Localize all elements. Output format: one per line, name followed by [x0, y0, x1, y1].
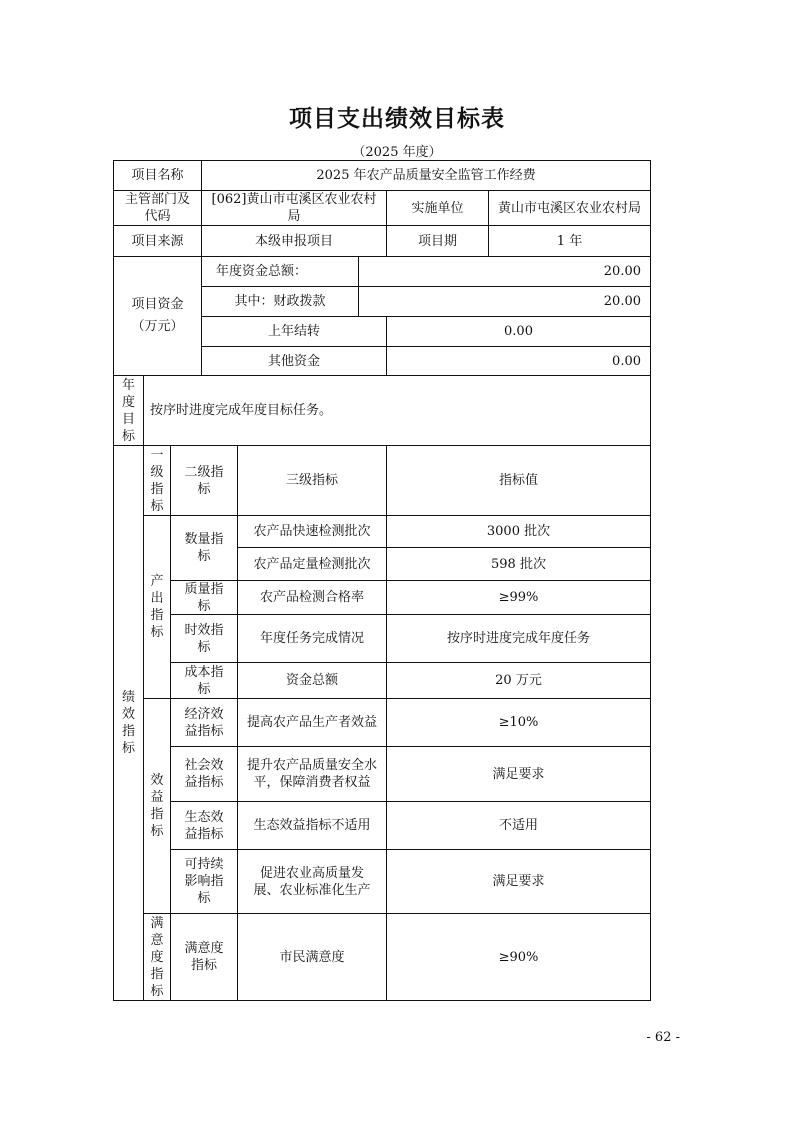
funds-other-value: 0.00	[612, 353, 641, 369]
col-value-header: 指标值	[498, 473, 538, 488]
table-border-right	[650, 160, 651, 1001]
annual-goal-label: 年度目标	[121, 377, 135, 444]
year-label: （2025 年度）	[352, 145, 442, 160]
page-number: - 62 -	[646, 1030, 680, 1045]
project-name-label: 项目名称	[131, 168, 184, 183]
value-cell: 不适用	[498, 818, 538, 833]
level2-cell: 满意度指标	[184, 941, 224, 973]
level3-cell: 年度任务完成情况	[259, 631, 364, 646]
funds-fiscal-label: 其中：财政拨款	[234, 294, 326, 309]
level3-cell: 农产品快速检测批次	[253, 524, 371, 539]
period-label: 项目期	[417, 233, 457, 249]
level2-cell: 质量指标	[184, 581, 224, 614]
annual-goal-text: 按序时进度完成年度目标任务。	[150, 403, 333, 418]
level3-cell: 提高农产品生产者效益	[246, 715, 377, 730]
value-cell: ≥90%	[498, 949, 539, 965]
value-cell: 20 万元	[495, 673, 542, 688]
period-value: 1 年	[556, 233, 583, 249]
dept-label: 主管部门及代码	[124, 192, 190, 224]
col-level1-header: 一级指标	[150, 447, 164, 514]
level2-cell: 数量指标	[184, 532, 224, 564]
level3-cell: 促进农业高质量发展、农业标准化生产	[253, 865, 371, 898]
dept-value: [062]黄山市屯溪区农业农村局	[211, 192, 377, 224]
indicators-section-label: 绩效指标	[121, 690, 135, 756]
level3-cell: 生态效益指标不适用	[253, 818, 371, 833]
value-cell: ≥10%	[498, 715, 539, 730]
impl-unit-label: 实施单位	[411, 200, 464, 216]
level3-cell: 提升农产品质量安全水平，保障消费者权益	[246, 758, 377, 790]
level3-cell: 市民满意度	[279, 949, 345, 965]
funds-total-value: 20.00	[603, 264, 641, 279]
funds-carryover-label: 上年结转	[267, 324, 320, 339]
funds-label: 项目资金（万元）	[131, 297, 184, 334]
document-title: 项目支出绩效目标表	[289, 106, 505, 132]
satisfaction-group-label: 满意度指标	[150, 915, 164, 999]
level3-cell: 农产品定量检测批次	[253, 556, 371, 572]
output-group-label: 产出指标	[150, 574, 164, 640]
table-border-bottom	[113, 1000, 651, 1001]
benefit-group-label: 效益指标	[150, 773, 164, 839]
level2-cell: 成本指标	[184, 664, 224, 697]
level2-cell: 经济效益指标	[184, 706, 224, 739]
project-name-value: 2025 年农产品质量安全监管工作经费	[316, 168, 536, 183]
funds-carryover-value: 0.00	[504, 324, 533, 339]
level3-cell: 资金总额	[285, 673, 338, 688]
source-label: 项目来源	[131, 233, 184, 249]
level2-cell: 时效指标	[184, 622, 224, 655]
value-cell: 满足要求	[492, 766, 545, 782]
value-cell: ≥99%	[498, 590, 539, 605]
value-cell: 598 批次	[491, 556, 546, 572]
level2-cell: 社会效益指标	[184, 758, 224, 790]
col-level2-header: 二级指标	[184, 464, 224, 497]
level3-cell: 农产品检测合格率	[259, 590, 364, 605]
impl-unit-value: 黄山市屯溪区农业农村局	[497, 200, 641, 216]
col-level3-header: 三级指标	[285, 473, 338, 488]
funds-fiscal-value: 20.00	[603, 294, 641, 309]
level2-cell: 生态效益指标	[184, 809, 224, 842]
value-cell: 满足要求	[492, 874, 545, 889]
value-cell: 按序时进度完成年度任务	[446, 631, 590, 646]
level2-cell: 可持续影响指标	[184, 857, 224, 906]
funds-other-label: 其他资金	[267, 353, 320, 369]
value-cell: 3000 批次	[486, 524, 551, 539]
funds-total-label: 年度资金总额：	[216, 264, 308, 279]
source-value: 本级申报项目	[254, 233, 333, 249]
